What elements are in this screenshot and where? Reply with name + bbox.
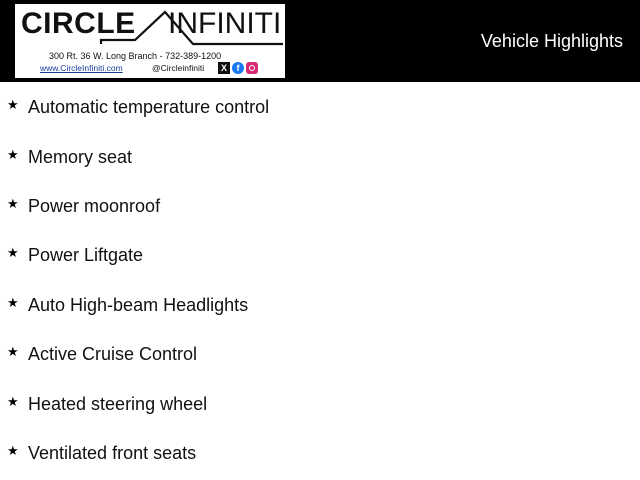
x-glyph: X xyxy=(220,63,227,73)
star-icon: ★ xyxy=(7,344,19,359)
x-icon[interactable] xyxy=(218,62,230,74)
highlight-label: Heated steering wheel xyxy=(28,394,208,414)
highlight-label: Ventilated front seats xyxy=(28,443,197,463)
highlight-label: Active Cruise Control xyxy=(28,344,198,364)
logo-social-handle: @Circleinfiniti xyxy=(152,63,205,73)
logo-website-link[interactable]: www.CircleInfiniti.com xyxy=(40,63,123,73)
logo-word-circle: CIRCLE xyxy=(21,7,136,40)
highlight-label: Power moonroof xyxy=(28,196,161,216)
star-icon: ★ xyxy=(7,443,19,458)
facebook-icon[interactable] xyxy=(232,62,244,74)
list-item xyxy=(0,438,600,468)
highlight-label: Power Liftgate xyxy=(28,245,144,265)
header-bar xyxy=(0,0,640,82)
list-item xyxy=(0,191,600,221)
star-icon: ★ xyxy=(7,147,19,162)
highlight-label: Automatic temperature control xyxy=(28,97,270,117)
star-icon: ★ xyxy=(7,196,19,211)
list-item xyxy=(0,92,600,122)
dealer-logo[interactable] xyxy=(15,4,285,78)
list-item xyxy=(0,240,600,270)
list-item xyxy=(0,142,600,172)
star-icon: ★ xyxy=(7,295,19,310)
list-item xyxy=(0,339,600,369)
facebook-glyph: f xyxy=(236,63,240,73)
star-icon: ★ xyxy=(7,394,19,409)
highlight-label: Auto High-beam Headlights xyxy=(28,295,249,315)
star-icon: ★ xyxy=(7,245,19,260)
star-icon: ★ xyxy=(7,97,19,112)
logo-address: 300 Rt. 36 W. Long Branch - 732-389-1200 xyxy=(49,51,222,61)
list-item xyxy=(0,389,600,419)
instagram-lens xyxy=(249,65,255,71)
instagram-icon[interactable] xyxy=(246,62,258,74)
page-title: Vehicle Highlights xyxy=(480,31,623,51)
logo-word-infiniti: INFINITI xyxy=(168,7,282,40)
list-item xyxy=(0,290,600,320)
logo-brand xyxy=(15,4,285,48)
highlight-label: Memory seat xyxy=(28,147,133,167)
